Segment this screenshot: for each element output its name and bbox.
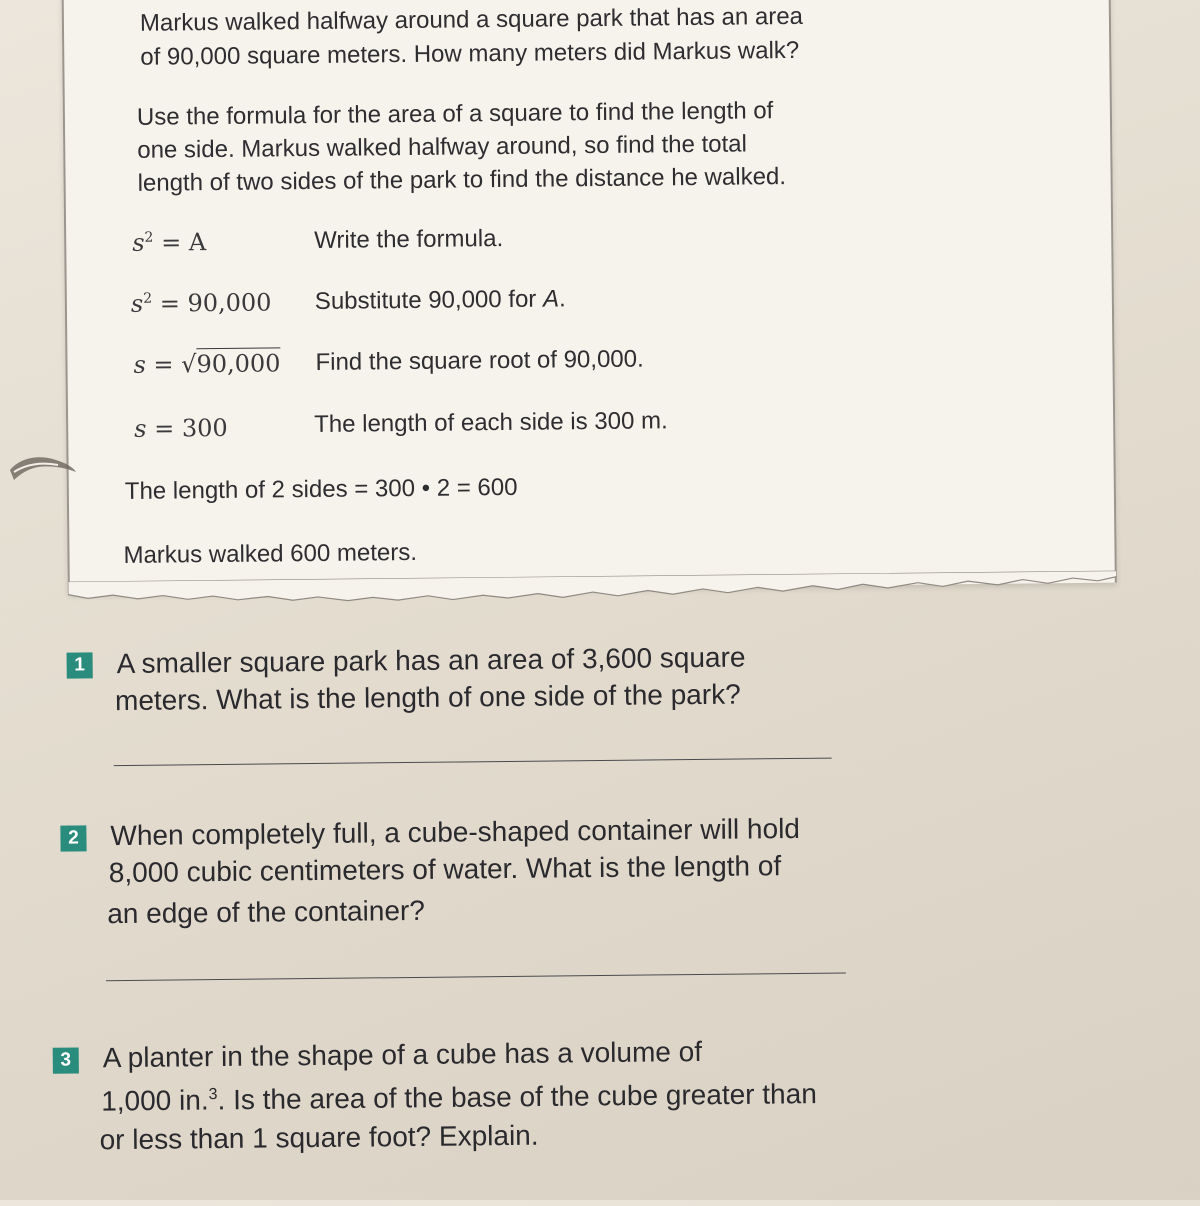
question-3-badge: 3 <box>53 1047 79 1073</box>
example-problem-line-2: of 90,000 square meters. How many meters did Markus walk? <box>140 36 800 71</box>
example-instructions-line-1: Use the formula for the area of a square to find the length of <box>136 97 774 131</box>
step-3-equation: s = √90,000 <box>133 349 281 379</box>
question-3-line-1: A planter in the shape of a cube has a volume of <box>102 1035 703 1074</box>
question-1-line-2: meters. What is the length of one side of the park? <box>114 678 741 717</box>
question-3-line-3: or less than 1 square foot? Explain. <box>99 1119 539 1156</box>
question-1-answer-line[interactable] <box>114 758 832 767</box>
paper-tear-mark <box>8 450 78 490</box>
step-2-description: Substitute 90,000 for A. <box>314 285 566 315</box>
question-1-line-1: A smaller square park has an area of 3,600 square <box>116 641 746 680</box>
step-1-description: Write the formula. <box>314 224 504 254</box>
step-4-description: The length of each side is 300 m. <box>314 407 668 438</box>
step-1-equation: $s^2 = A$ <box>132 228 207 257</box>
example-instructions-line-2: one side. Markus walked halfway around, so find the total <box>137 130 748 164</box>
question-1-badge: 1 <box>67 652 93 678</box>
example-instructions-line-3: length of two sides of the park to find the distance he walked. <box>137 163 787 197</box>
question-3-line-2: 1,000 in.$^3$. Is the area of the base of the cube greater than <box>101 1078 817 1117</box>
question-2-line-2: 8,000 cubic centimeters of water. What is the length of <box>108 850 782 889</box>
radicand: 90,000 <box>196 349 281 379</box>
question-2-line-1: When completely full, a cube-shaped container will hold <box>110 812 801 852</box>
step-2-equation: $s^2 = 90,000$ <box>130 288 272 318</box>
step-4-equation: s = 300 <box>134 413 228 443</box>
radical-sign: √ <box>181 350 197 379</box>
question-2-badge: 2 <box>60 825 86 851</box>
example-problem-line-1: Markus walked halfway around a square park that has an area <box>139 2 804 37</box>
question-2-line-3: an edge of the container? <box>107 894 425 930</box>
two-sides-calculation: The length of 2 sides = 300 • 2 = 600 <box>124 473 518 505</box>
step-3-description: Find the square root of 90,000. <box>315 345 644 376</box>
example-conclusion: Markus walked 600 meters. <box>123 538 418 569</box>
question-2-answer-line[interactable] <box>106 972 846 981</box>
